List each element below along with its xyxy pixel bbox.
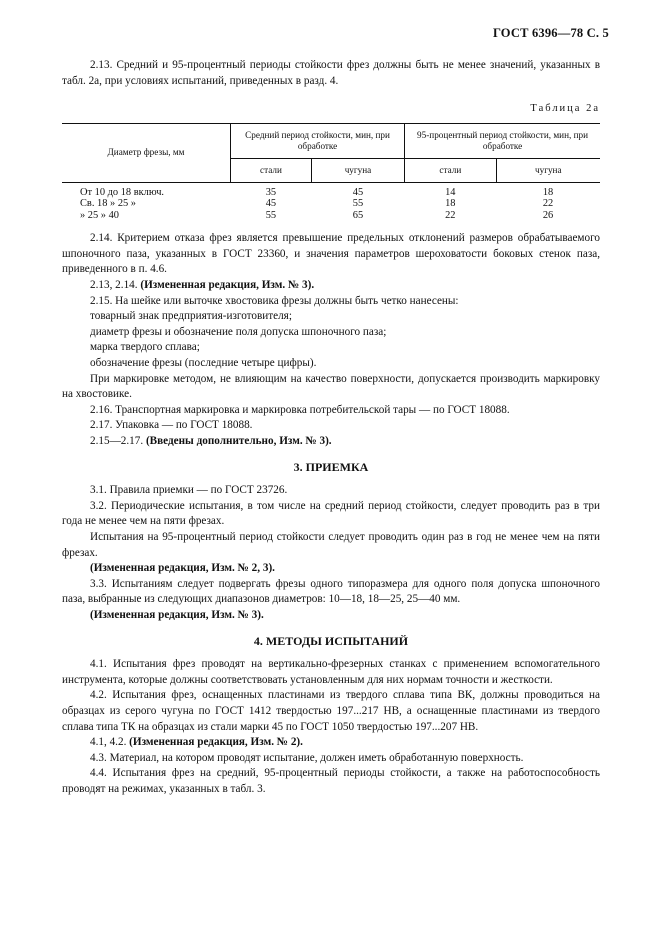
table-cell: 55 [352, 198, 364, 210]
marking-item-1: товарный знак предприятия-изготовителя; [90, 310, 292, 323]
table-cell: 65 [352, 209, 364, 221]
section-4-title: 4. МЕТОДЫ ИСПЫТАНИЙ [253, 633, 409, 648]
note-ref: 2.13, 2.14. [90, 279, 138, 292]
paragraph-2-15-17-note [62, 434, 600, 450]
table-cell: 55 [265, 209, 277, 221]
table-2a [62, 123, 600, 222]
sub-header-steel-95: стали [405, 158, 496, 182]
table-row [62, 198, 600, 210]
marking-item-2: диаметр фрезы и обозначение поля допуска шпоночного паза; [90, 325, 387, 338]
note-bold: (Введены дополнительно, Изм. № 3). [145, 435, 332, 447]
paragraph-2-15: 2.15. На шейке или выточке хвостовика фрезы должны быть четко нанесены: [90, 294, 459, 307]
table-cell: » 25 » 40 [80, 209, 119, 221]
table-cell: 35 [265, 186, 277, 198]
paragraph-2-16: 2.16. Транспортная маркировка и маркировка потребительской тары — по ГОСТ 18088. [90, 403, 510, 416]
paragraph-2-13-14-note [62, 278, 600, 294]
paragraph-4-1-2-note [62, 735, 600, 751]
document-body [62, 58, 600, 797]
table-row [62, 187, 600, 199]
paragraph-2-17: 2.17. Упаковка — по ГОСТ 18088. [90, 419, 253, 432]
note-ref: 2.15—2.17. [90, 435, 144, 447]
col-mean-header: Средний период стойкости, мин, при обработке [231, 123, 405, 158]
note-bold: (Измененная редакция, Изм. № 2). [129, 736, 303, 749]
sub-header-iron: чугуна [311, 158, 404, 182]
note-bold: (Измененная редакция, Изм. № 3). [140, 279, 315, 292]
marking-item-4: обозначение фрезы (последние четыре цифры). [90, 357, 317, 370]
table-cell: 45 [352, 186, 364, 198]
col-diameter-header: Диаметр фрезы, мм [62, 123, 231, 182]
marking-note: При маркировке методом, не влияющим на качество поверхности, допускается производить маркировку на хвостовике. [62, 372, 600, 401]
note-ref: 4.1, 4.2. [90, 736, 127, 749]
table-cell: 22 [445, 209, 456, 221]
note-bold: (Измененная редакция, Изм. № 3). [90, 608, 264, 621]
table-caption: Таблица 2а [530, 103, 600, 115]
table-row [62, 210, 600, 222]
page-header: ГОСТ 6396—78 С. 5 [492, 26, 609, 40]
paragraph-3-2: 3.2. Периодические испытания, в том числе на средний период стойкости, следует проводить раз в три года не менее чем на пяти фрезах. [62, 499, 600, 528]
paragraph-4-2: 4.2. Испытания фрез, оснащенных пластинами из твердого сплава типа ВК, должны проводиться на образцах из серого чугуна по ГОСТ 1412 твердостью 197...217 НВ, а оснащенные пластинами из твердого сплава типа ТК на образцах из стали марки 45 по ГОСТ 1050 твердостью 197...207 НВ. [62, 689, 600, 733]
sub-header-iron-95: чугуна [496, 158, 600, 182]
paragraph-3-3-note [62, 608, 600, 624]
table-cell: 14 [445, 186, 456, 198]
paragraph-3-2b: Испытания на 95-процентный период стойкости следует проводить один раз в год не менее чем на пяти фрезах. [62, 530, 600, 559]
table-cell: Св. 18 » 25 » [80, 198, 136, 210]
table-cell: 26 [542, 209, 554, 221]
col-95-header: 95-процентный период стойкости, мин, при обработке [405, 123, 600, 158]
paragraph-2-13: 2.13. Средний и 95-процентный периоды стойкости фрез должны быть не менее значений, указанных в табл. 2а, при условиях испытаний, приведенных в разд. 4. [62, 59, 600, 87]
paragraph-3-3: 3.3. Испытаниям следует подвергать фрезы одного типоразмера для одного поля допуска шпоночного паза, выбранные из следующих диапазонов диаметров: 10—18, 18—25, 25—40 мм. [62, 577, 600, 606]
paragraph-2-14: 2.14. Критерием отказа фрез является превышение предельных отклонений размеров обрабатываемого шпоночного паза, указанных в ГОСТ 23360, и значения параметров шероховатости боковых стенок паза, приведенного в п. 4.6. [62, 232, 600, 276]
paragraph-4-3: 4.3. Материал, на котором проводят испытание, должен иметь обработанную поверхность. [90, 751, 524, 764]
sub-header-steel: стали [231, 158, 312, 182]
table-cell: 18 [445, 198, 456, 210]
paragraph-3-2-note [62, 561, 600, 577]
paragraph-4-4: 4.4. Испытания фрез на средний, 95-процентный периоды стойкости, а также на работоспособность проводят на режимах, указанных в табл. 3. [62, 767, 600, 795]
table-cell: 18 [542, 186, 554, 198]
marking-item-3: марка твердого сплава; [90, 341, 200, 354]
note-bold: (Измененная редакция, Изм. № 2, 3). [90, 562, 275, 575]
paragraph-3-1: 3.1. Правила приемки — по ГОСТ 23726. [90, 484, 288, 497]
paragraph-4-1: 4.1. Испытания фрез проводят на вертикально-фрезерных станках с применением вспомогательного инструмента, которые должны соответствовать установленным для них нормам точности и жесткости. [62, 658, 600, 686]
table-cell: 45 [265, 198, 277, 210]
table-cell: 22 [542, 198, 554, 210]
section-3-title: 3. ПРИЕМКА [293, 459, 369, 474]
table-cell: От 10 до 18 включ. [80, 186, 165, 198]
